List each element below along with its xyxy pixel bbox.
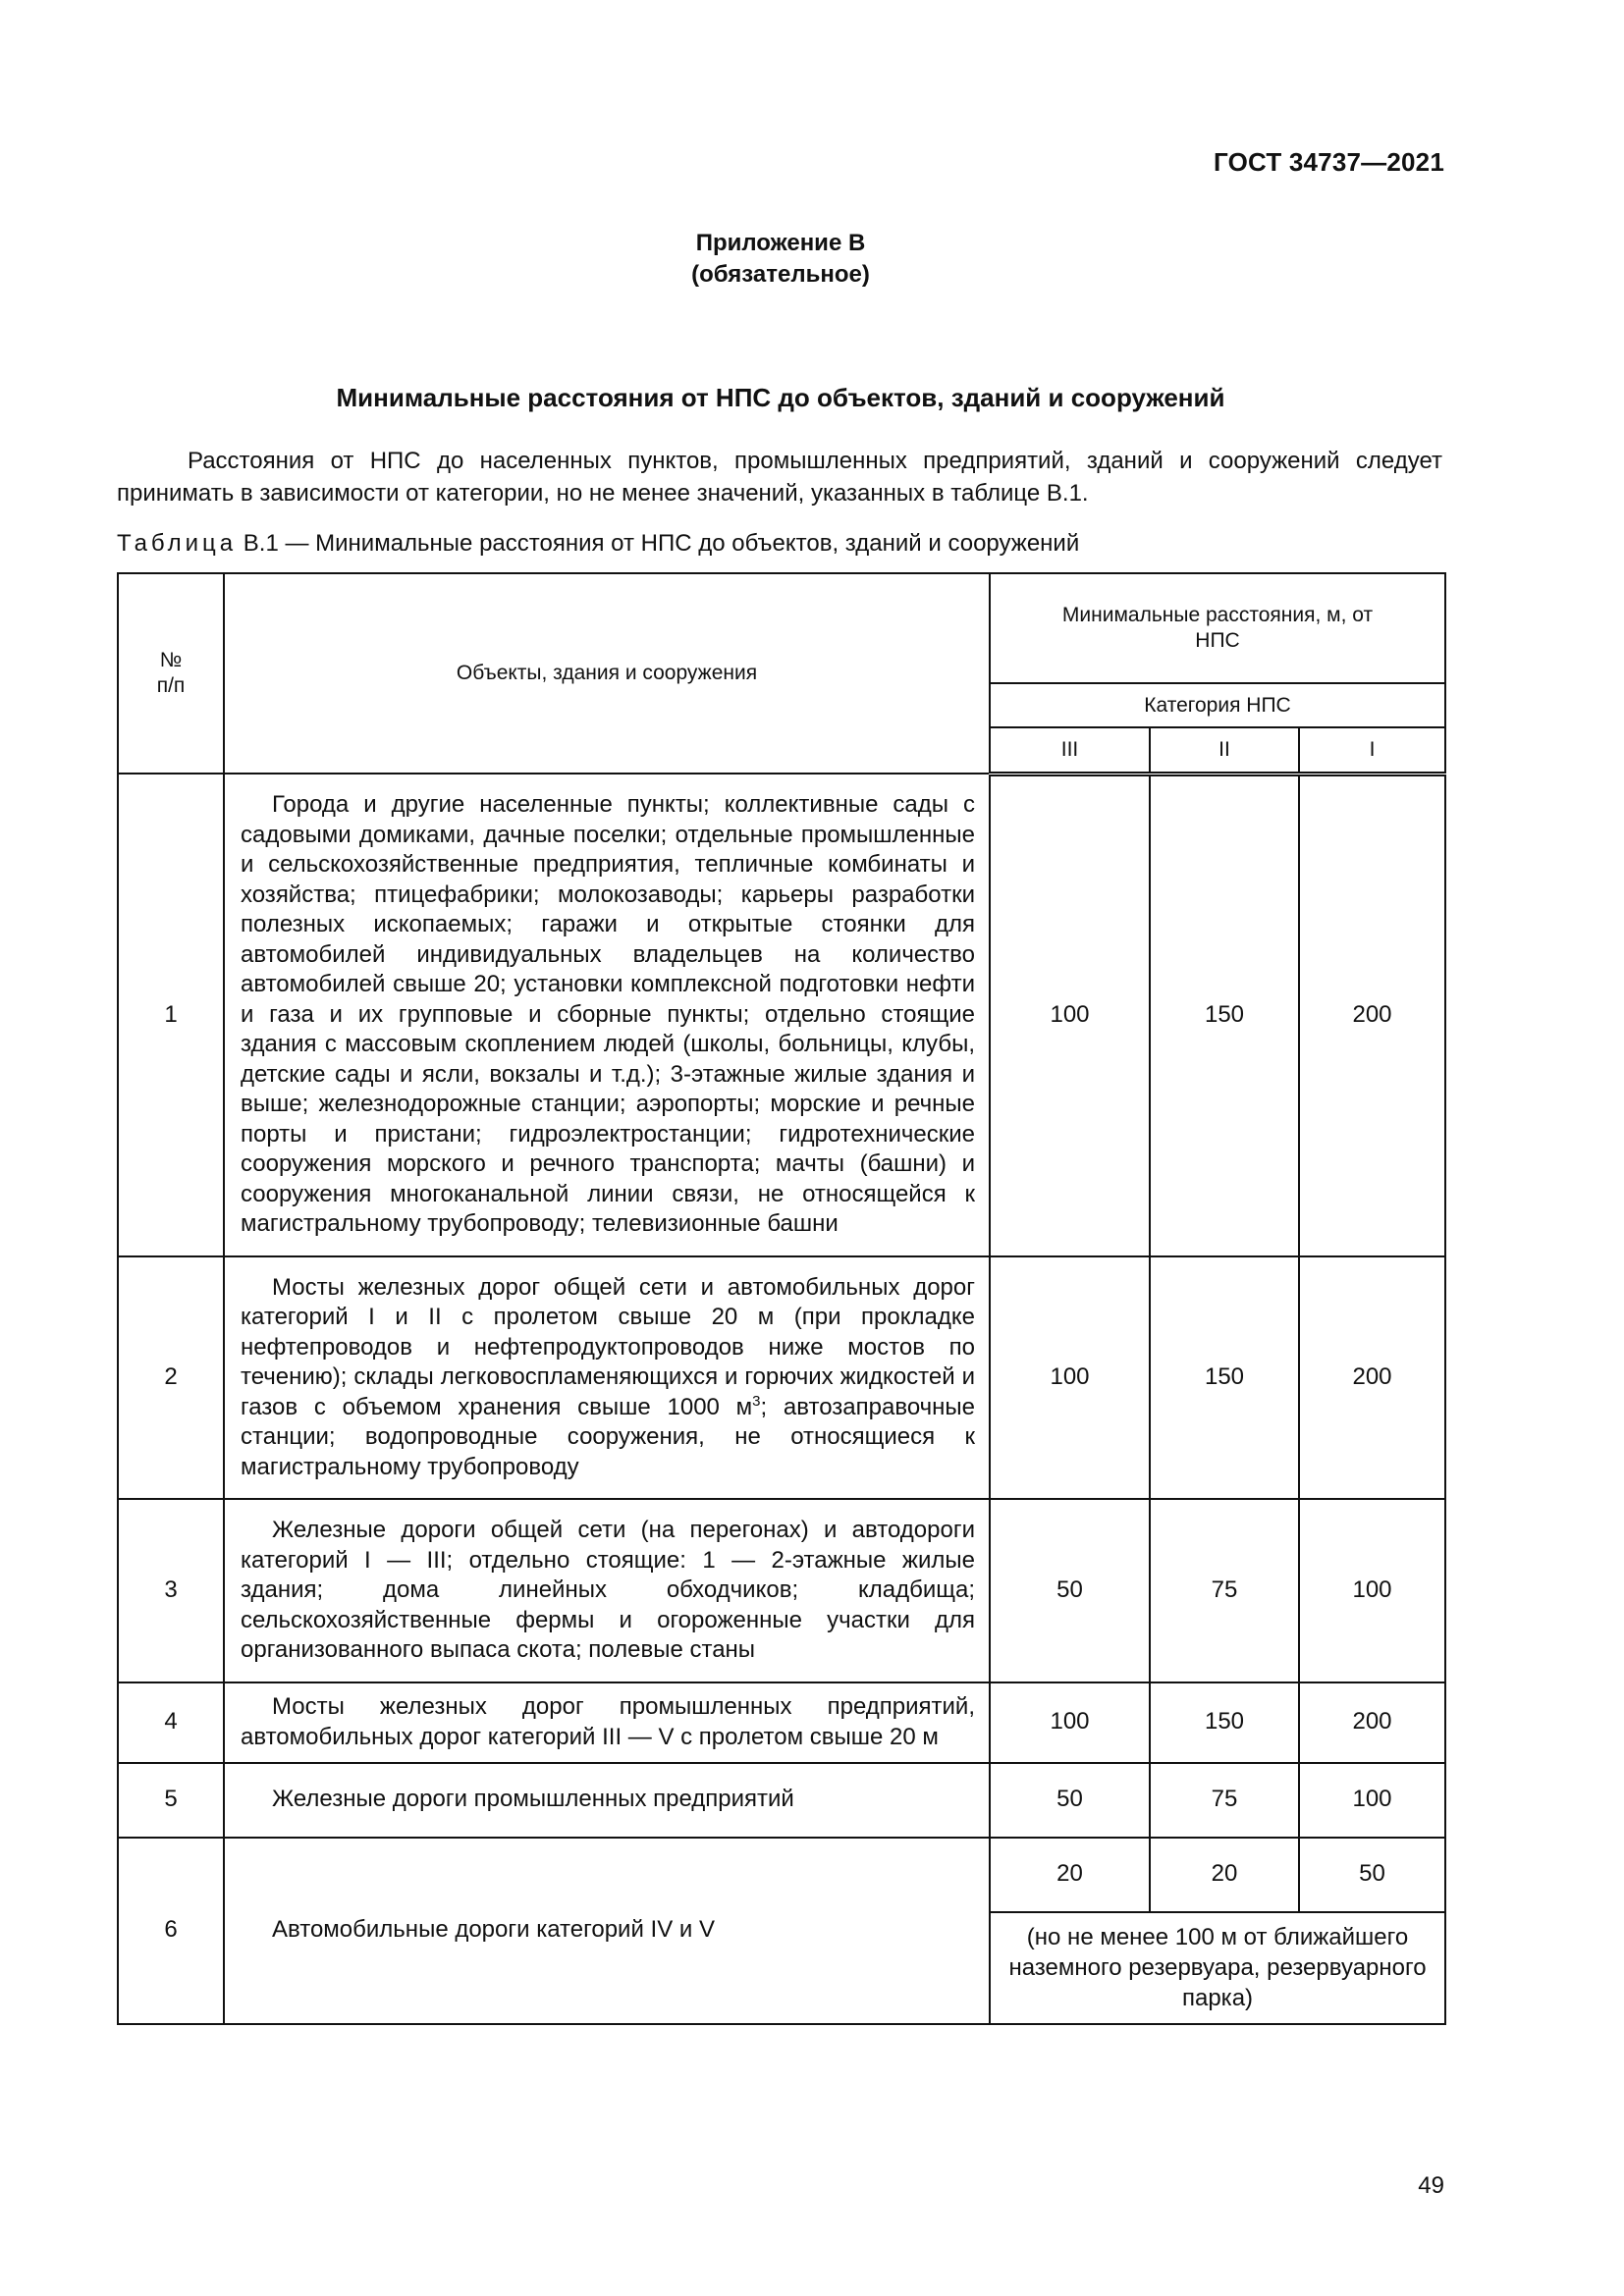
- row-cat-1-value: 100: [1299, 1763, 1445, 1838]
- table-row: [118, 774, 1445, 1256]
- row-cat-1-value: 50: [1299, 1838, 1445, 1912]
- header-cat-2: II: [1150, 727, 1299, 774]
- row-num: 5: [118, 1763, 224, 1838]
- row-cat-3-value: 100: [990, 1682, 1150, 1763]
- row-num: 3: [118, 1499, 224, 1682]
- section-title: Минимальные расстояния от НПС до объектов, зданий и сооружений: [336, 383, 1225, 412]
- table-row: [118, 1499, 1445, 1682]
- row-description: Мосты железных дорог промышленных предприятий, автомобильных дорог категорий III — V с пролетом свыше 20 м: [224, 1682, 990, 1763]
- header-cat-3: III: [990, 727, 1150, 774]
- row-cat-1-value: 200: [1299, 1256, 1445, 1500]
- row-cat-2-value: 20: [1150, 1838, 1299, 1912]
- header-min-distance: Минимальные расстояния, м, от НПС: [990, 573, 1445, 683]
- row-cat-1-value: 200: [1299, 1682, 1445, 1763]
- page-number: 49: [1418, 2172, 1444, 2199]
- appendix-title: Приложение В: [695, 230, 866, 256]
- row-cat-3-value: 50: [990, 1499, 1150, 1682]
- table-row: [118, 1256, 1445, 1500]
- row-num: 2: [118, 1256, 224, 1500]
- row-num: 4: [118, 1682, 224, 1763]
- table-row: [118, 1763, 1445, 1838]
- row-cat-3-value: 100: [990, 774, 1150, 1256]
- table-caption-text: В.1 — Минимальные расстояния от НПС до объектов, зданий и сооружений: [237, 530, 1080, 557]
- row-cat-3-value: 100: [990, 1256, 1150, 1500]
- row-num: 1: [118, 774, 224, 1256]
- row-num: 6: [118, 1838, 224, 2024]
- row-cat-2-value: 75: [1150, 1499, 1299, 1682]
- table-row: [118, 1682, 1445, 1763]
- row-description: Мосты железных дорог общей сети и автомобильных дорог категорий I и II с пролетом свыше 20 м (при прокладке нефтепроводов и нефтепродуктопроводов ниже мостов по течению); склады легковоспламеняющихся и горючих жидкостей и газов с объемом хранения свыше 1000 $м^3$; автозаправочные станции; водопроводные сооружения, не относящиеся к магистральному трубопроводу: [224, 1256, 990, 1500]
- row-cat-2-value: 150: [1150, 1682, 1299, 1763]
- row-description: Автомобильные дороги категорий IV и V: [224, 1838, 990, 2024]
- row-cat-2-value: 150: [1150, 1256, 1299, 1500]
- row-cat-2-value: 75: [1150, 1763, 1299, 1838]
- header-num: № п/п: [118, 573, 224, 774]
- table-caption: [117, 530, 1079, 558]
- appendix-status: (обязательное): [691, 261, 870, 288]
- row-cat-2-value: 150: [1150, 774, 1299, 1256]
- row-cat-3-value: 50: [990, 1763, 1150, 1838]
- header-cat-1: I: [1299, 727, 1445, 774]
- row-note: (но не менее 100 м от ближайшего наземного резервуара, резервуарного парка): [990, 1912, 1445, 2024]
- document-code: ГОСТ 34737—2021: [1214, 147, 1444, 177]
- row-cat-1-value: 200: [1299, 774, 1445, 1256]
- table-row: [118, 1838, 1445, 1912]
- row-description: Железные дороги общей сети (на перегонах) и автодороги категорий I — III; отдельно стоящие: 1 — 2-этажные жилые здания; дома линейных обходчиков; кладбища; сельскохозяйственные фермы и огороженные участки для организованного выпаса скота; полевые станы: [224, 1499, 990, 1682]
- intro-paragraph: Расстояния от НПС до населенных пунктов, промышленных предприятий, зданий и сооружений следует принимать в зависимости от категории, но не менее значений, указанных в таблице В.1.: [117, 448, 1442, 507]
- row-cat-1-value: 100: [1299, 1499, 1445, 1682]
- table-caption-label: Таблица: [117, 530, 238, 557]
- header-category: Категория НПС: [990, 683, 1445, 727]
- row-cat-3-value: 20: [990, 1838, 1150, 1912]
- row-description: Города и другие населенные пункты; коллективные сады с садовыми домиками, дачные поселки; отдельные промышленные и сельскохозяйственные предприятия, тепличные комбинаты и хозяйства; птицефабрики; молокозаводы; карьеры разработки полезных ископаемых; гаражи и открытые стоянки для автомобилей индивидуальных владельцев на количество автомобилей свыше 20; установки комплексной подготовки нефти и газа и их групповые и сборные пункты; отдельно стоящие здания с массовым скоплением людей (школы, больницы, клубы, детские сады и ясли, вокзалы и т.д.); 3-этажные жилые здания и выше; железнодорожные станции; аэропорты; морские и речные порты и пристани; гидроэлектростанции; гидротехнические сооружения морского и речного транспорта; мачты (башни) и сооружения многоканальной линии связи, не относящейся к магистральному трубопроводу; телевизионные башни: [224, 774, 990, 1256]
- row-description: Железные дороги промышленных предприятий: [224, 1763, 990, 1838]
- distances-table: [117, 572, 1446, 2025]
- appendix-heading: [0, 228, 1561, 291]
- header-objects: Объекты, здания и сооружения: [224, 573, 990, 774]
